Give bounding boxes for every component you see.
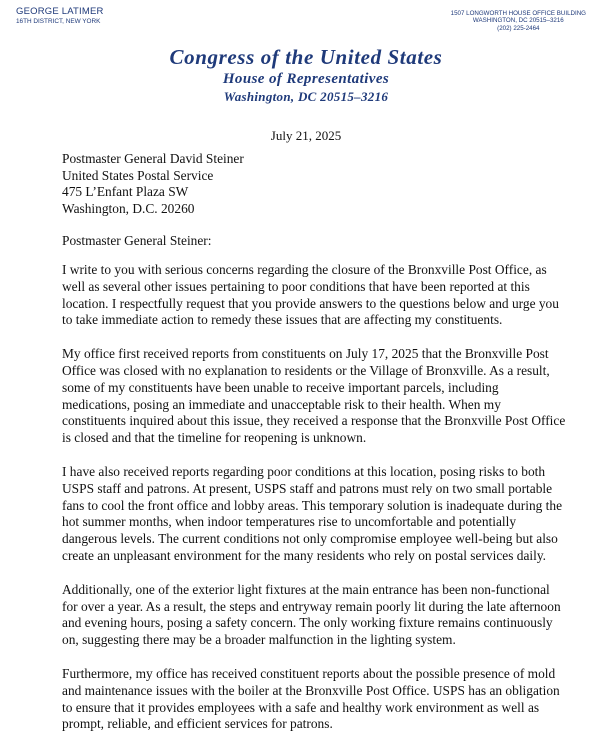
recipient-address [62, 151, 244, 217]
body-paragraph: Additionally, one of the exterior light fixtures at the main entrance has been non-functional for over a year. As a result, the steps and entryway remain poorly lit during the late afternoon and evening hours, posing a safety concern. The only working fixture remains continuously on, suggesting there may be a broader malfunction in the lighting system. [62, 581, 561, 648]
member-district: 16TH DISTRICT, NEW YORK [16, 17, 101, 25]
recipient-line: Washington, D.C. 20260 [62, 200, 195, 216]
letterhead-title-block [0, 44, 612, 105]
recipient-line: Postmaster General David Steiner [62, 151, 244, 166]
office-address-line1: 1507 LONGWORTH HOUSE OFFICE BUILDING [450, 10, 586, 17]
recipient-line: 475 L’Enfant Plaza SW [62, 184, 189, 200]
recipient-line: United States Postal Service [62, 167, 214, 183]
congress-title: Congress of the United States [169, 45, 443, 69]
office-address-line2: WASHINGTON, DC 20515–3216 [472, 17, 564, 25]
body-paragraph: My office first received reports from constituents on July 17, 2025 that the Bronxville Post Office was closed with no explanation to residents or the Village of Bronxville. As a result, some of my constituents have been unable to receive important parcels, including medications, posing an immediate and unacceptable risk to their health. When my constituents inquired about this issue, they received a response that the Bronxville Post Office is closed and that the timeline for reopening is unknown. [62, 346, 566, 446]
salutation: Postmaster General Steiner: [62, 233, 212, 248]
city-zip: Washington, DC 20515–3216 [223, 89, 389, 104]
letter-date: July 21, 2025 [270, 128, 342, 143]
member-name: GEORGE LATIMER [16, 6, 104, 17]
office-phone: (202) 225-2464 [497, 24, 540, 32]
letterhead-member [16, 7, 104, 25]
letter-body [62, 262, 566, 750]
body-paragraph: I write to you with serious concerns regarding the closure of the Bronxville Post Office, as well as several other issues pertaining to poor conditions that have been reported at this location. I respectfully request that you provide answers to the questions below and urge you to take immediate action to remedy these issues that are affecting my constituents. [62, 262, 559, 328]
body-paragraph: I have also received reports regarding poor conditions at this location, posing risks to both USPS staff and patrons. At present, USPS staff and patrons must rely on two small portable fans to cool the front office and lobby areas. This temporary solution is inadequate during the hot summer months, when indoor temperatures rise to uncomfortable and potentially dangerous levels. The current conditions not only compromise employee well-being but also create an unpleasant environment for the many residents who rely on postal services daily. [62, 463, 563, 563]
letterhead-office-address [451, 10, 586, 32]
chamber-title: House of Representatives [222, 71, 390, 87]
body-paragraph: Furthermore, my office has received constituent reports about the possible presence of mold and maintenance issues with the boiler at the Bronxville Post Office. USPS has an obligation to ensure that it provides employees with a safe and healthy work environment as well as prompt, reliable, and efficient services for patrons. [62, 665, 560, 732]
